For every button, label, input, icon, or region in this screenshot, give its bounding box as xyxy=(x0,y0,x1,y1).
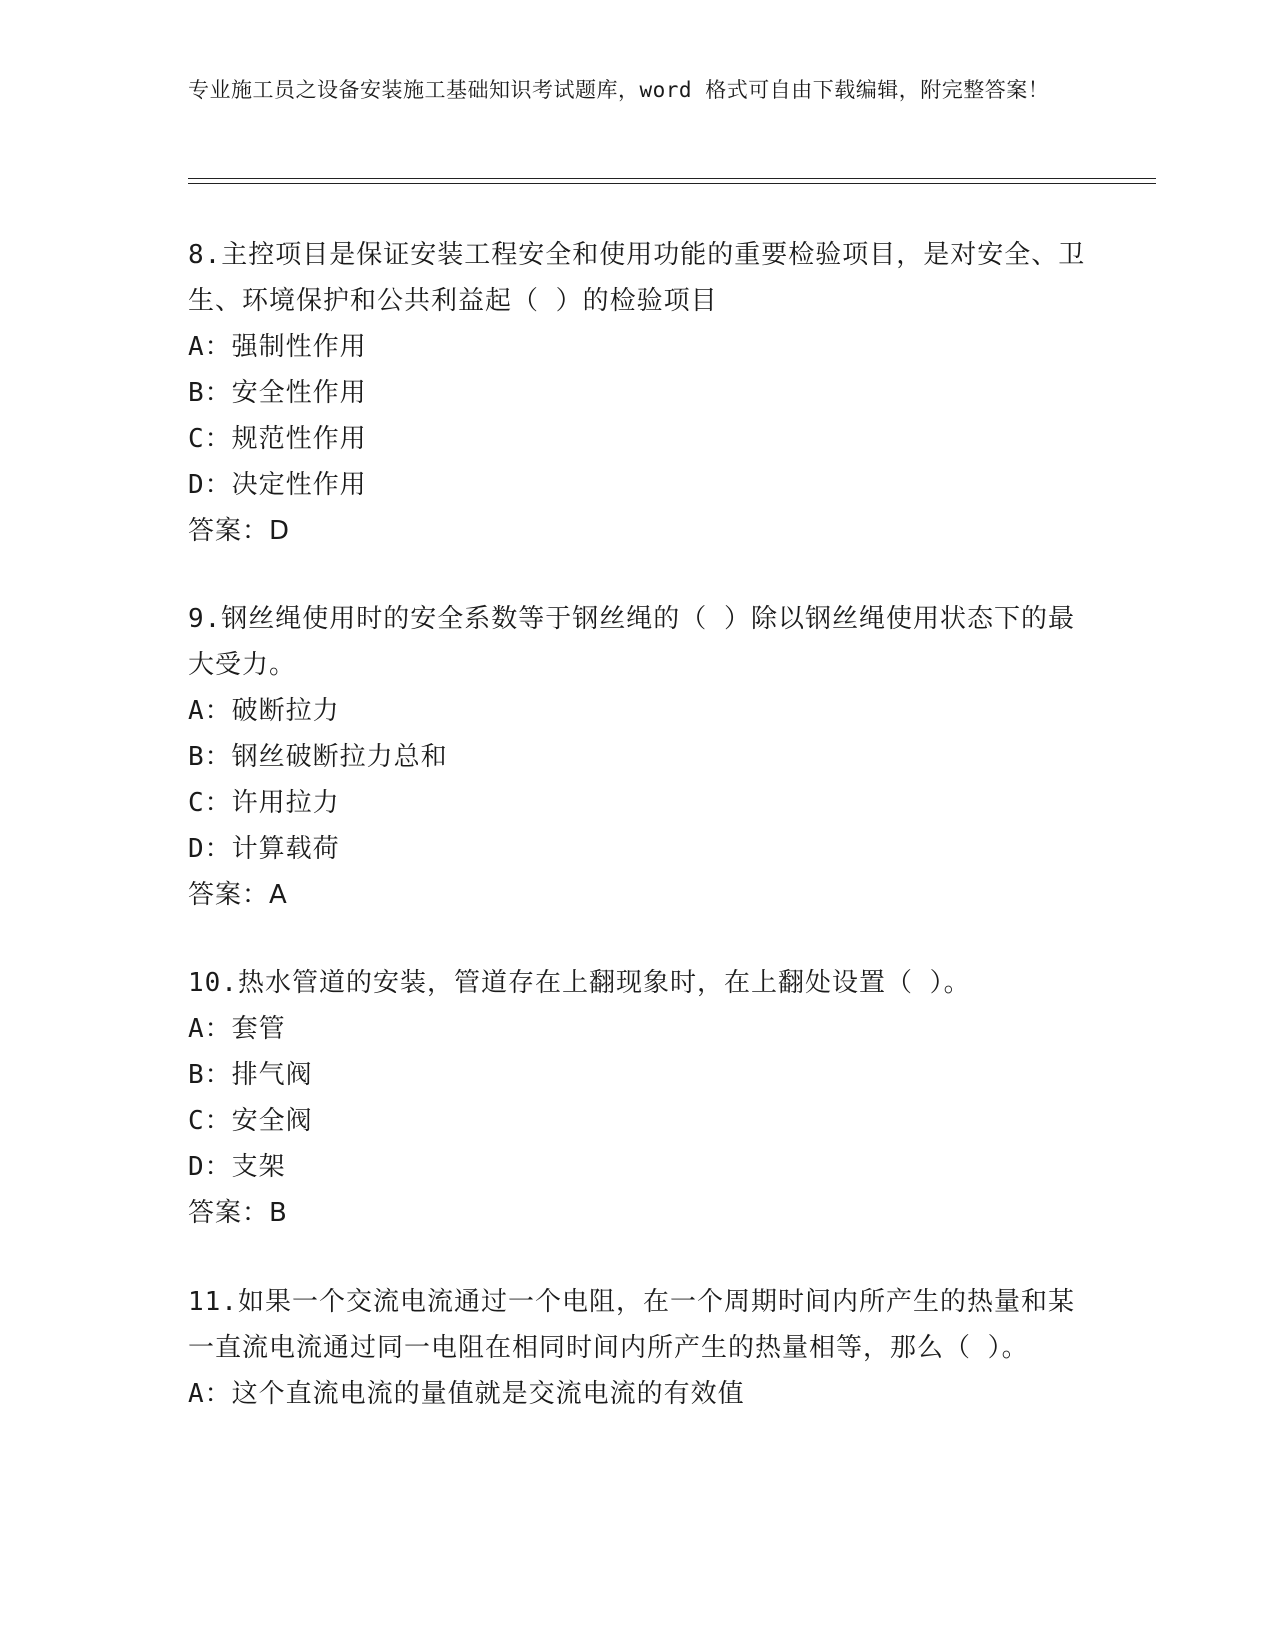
option-b: B：钢丝破断拉力总和 xyxy=(188,742,448,772)
question-9 xyxy=(188,596,1088,918)
option-b: B：安全性作用 xyxy=(188,378,367,408)
answer: 答案：A xyxy=(188,880,288,910)
question-stem: 9.钢丝绳使用时的安全系数等于钢丝绳的（ ）除以钢丝绳使用状态下的最大受力。 xyxy=(188,604,1075,680)
question-8 xyxy=(188,232,1088,554)
option-d: D：支架 xyxy=(188,1152,286,1182)
answer: 答案：B xyxy=(188,1198,288,1228)
option-a: A：套管 xyxy=(188,1014,286,1044)
question-stem: 8.主控项目是保证安装工程安全和使用功能的重要检验项目，是对安全、卫生、环境保护和公共利益起（ ）的检验项目 xyxy=(188,240,1086,316)
header-divider-bottom xyxy=(188,183,1156,184)
question-stem: 10.热水管道的安装，管道存在上翻现象时，在上翻处设置（ ）。 xyxy=(188,968,971,998)
option-a: A：破断拉力 xyxy=(188,696,340,726)
document-header: 专业施工员之设备安装施工基础知识考试题库，word 格式可自由下载编辑，附完整答案！ xyxy=(188,78,1050,102)
option-c: C：许用拉力 xyxy=(188,788,340,818)
option-d: D：计算载荷 xyxy=(188,834,340,864)
option-c: C：安全阀 xyxy=(188,1106,313,1136)
option-b: B：排气阀 xyxy=(188,1060,313,1090)
question-stem: 11.如果一个交流电流通过一个电阻，在一个周期时间内所产生的热量和某一直流电流通过同一电阻在相同时间内所产生的热量相等，那么（ ）。 xyxy=(188,1287,1075,1363)
question-10 xyxy=(188,960,1088,1236)
option-a: A：这个直流电流的量值就是交流电流的有效值 xyxy=(188,1379,745,1409)
option-a: A：强制性作用 xyxy=(188,332,367,362)
option-c: C：规范性作用 xyxy=(188,424,367,454)
header-divider-top xyxy=(188,178,1156,179)
option-d: D：决定性作用 xyxy=(188,470,367,500)
answer: 答案：D xyxy=(188,516,291,546)
question-11 xyxy=(188,1279,1088,1417)
